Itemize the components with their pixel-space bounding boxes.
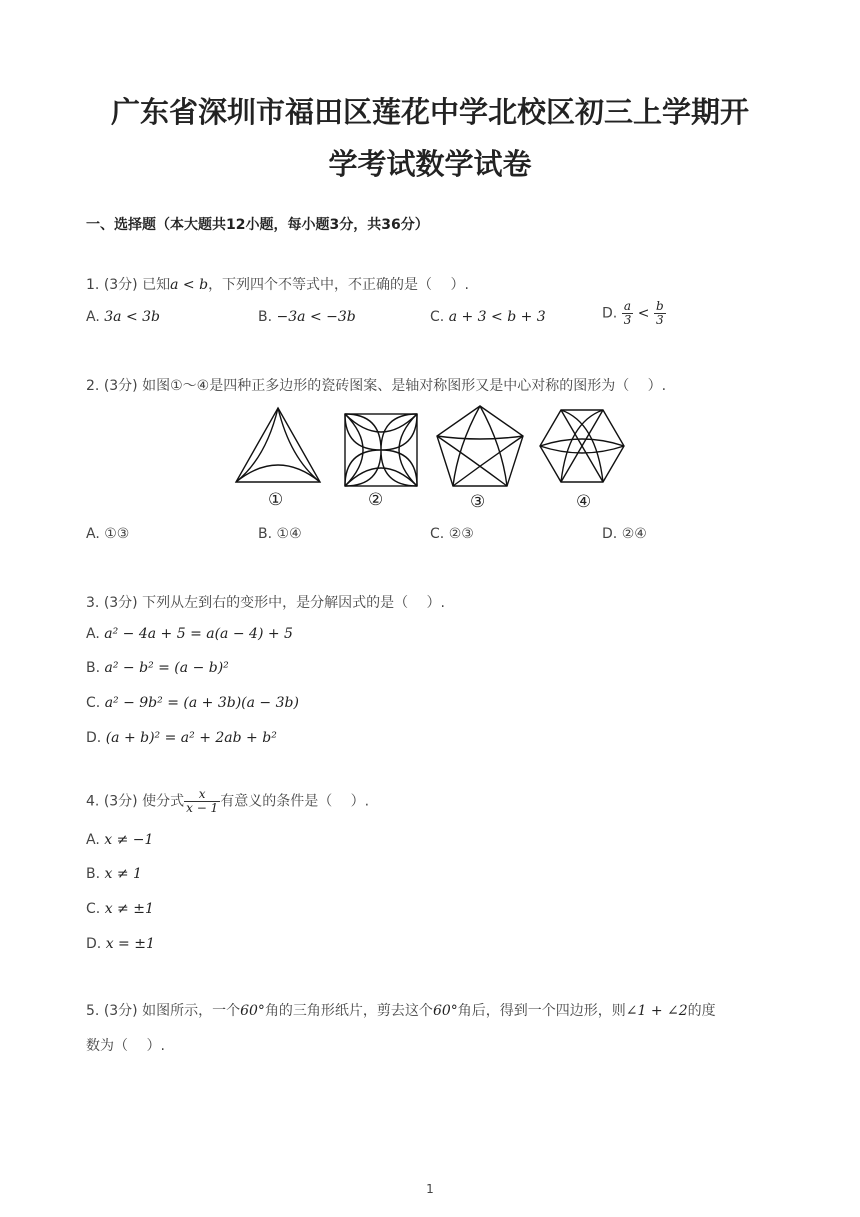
fraction-denominator: 3 xyxy=(655,313,664,327)
question-text: 已知 xyxy=(142,277,171,293)
option-d[interactable] xyxy=(86,730,277,746)
math-expression: 60° xyxy=(240,1003,265,1019)
fraction-denominator: 3 xyxy=(623,313,632,327)
question-2-stem xyxy=(86,375,666,395)
option-b[interactable] xyxy=(86,660,229,676)
option-text: a² − b² = (a − b)² xyxy=(104,660,229,676)
math-expression: ∠1 + ∠2 xyxy=(625,1003,688,1019)
question-text: 下列从左到右的变形中，是分解因式的是（ ）. xyxy=(142,595,446,611)
option-label: D. xyxy=(602,526,618,542)
question-score: (3分) xyxy=(103,793,138,810)
option-a[interactable] xyxy=(86,832,153,848)
fraction xyxy=(184,788,220,815)
option-text: a² − 4a + 5 = a(a − 4) + 5 xyxy=(104,626,293,642)
option-label: C. xyxy=(86,695,101,711)
question-text: 如图所示，一个 xyxy=(142,1003,241,1019)
question-5-stem-continued: 数为（ ）. xyxy=(86,1038,165,1054)
question-score: (3分) xyxy=(103,595,138,611)
option-label: D. xyxy=(86,730,102,746)
option-a[interactable] xyxy=(86,309,160,325)
fraction xyxy=(654,300,666,327)
option-text: a + 3 < b + 3 xyxy=(448,309,546,325)
figure-label-4: ④ xyxy=(576,492,592,512)
option-a[interactable] xyxy=(86,626,293,642)
relation-symbol: < xyxy=(637,305,650,322)
option-label: B. xyxy=(86,866,101,882)
option-d[interactable] xyxy=(86,936,155,952)
page-number: 1 xyxy=(426,1182,434,1196)
fraction-numerator: x xyxy=(184,788,220,802)
option-text: ②③ xyxy=(448,526,474,542)
question-number: 3. xyxy=(86,595,100,611)
question-1-stem xyxy=(86,274,469,294)
option-text: −3a < −3b xyxy=(276,309,356,325)
option-label: D. xyxy=(86,936,102,952)
option-b[interactable] xyxy=(86,866,142,882)
question-text: 的度 xyxy=(687,1003,716,1019)
question-number: 2. xyxy=(86,378,100,394)
figure-label-1: ① xyxy=(268,490,284,510)
option-text: ①③ xyxy=(104,526,130,542)
hexagon-tile-pattern xyxy=(540,410,624,482)
option-c[interactable] xyxy=(86,695,299,711)
option-label: C. xyxy=(430,309,445,325)
question-score: (3分) xyxy=(103,378,138,394)
question-score: (3分) xyxy=(103,277,138,293)
question-text: 有意义的条件是（ ）. xyxy=(220,793,370,810)
option-label: B. xyxy=(258,309,273,325)
option-a[interactable] xyxy=(86,526,129,542)
question-number: 1. xyxy=(86,277,100,293)
fraction-denominator: x − 1 xyxy=(186,801,219,815)
question-text: ，下列四个不等式中，不正确的是（ ）. xyxy=(208,277,469,293)
title-line-1: 广东省深圳市福田区莲花中学北校区初三上学期开 xyxy=(110,95,749,129)
option-label: A. xyxy=(86,626,100,642)
option-b[interactable] xyxy=(258,309,356,325)
question-score: (3分) xyxy=(103,1003,138,1019)
option-c[interactable] xyxy=(86,901,154,917)
option-label: B. xyxy=(86,660,101,676)
question-text: 如图①～④是四种正多边形的瓷砖图案、是轴对称图形又是中心对称的图形为（ ）. xyxy=(142,378,667,394)
option-text: x = ±1 xyxy=(105,936,155,952)
option-text: ②④ xyxy=(621,526,647,542)
question-text: 角的三角形纸片，剪去这个 xyxy=(264,1003,433,1019)
question-number: 4. xyxy=(86,793,100,810)
math-expression: a < b xyxy=(170,277,209,293)
option-label: A. xyxy=(86,526,100,542)
question-3-stem xyxy=(86,592,445,612)
option-label: C. xyxy=(86,901,101,917)
option-d[interactable] xyxy=(602,300,666,327)
option-d[interactable] xyxy=(602,526,647,542)
option-label: D. xyxy=(602,305,618,322)
figure-label-3: ③ xyxy=(470,492,486,512)
option-b[interactable] xyxy=(258,526,302,542)
question-5-stem xyxy=(86,1000,716,1020)
option-label: A. xyxy=(86,832,100,848)
figure-label-2: ② xyxy=(368,490,384,510)
option-c[interactable] xyxy=(430,526,474,542)
title-line-2: 学考试数学试卷 xyxy=(328,147,532,181)
option-label: B. xyxy=(258,526,273,542)
option-text: x ≠ 1 xyxy=(104,866,142,882)
question-number: 5. xyxy=(86,1003,100,1019)
fraction-numerator: b xyxy=(655,299,664,313)
option-text: 3a < 3b xyxy=(104,309,160,325)
option-text: a² − 9b² = (a + 3b)(a − 3b) xyxy=(104,695,299,711)
option-text: (a + b)² = a² + 2ab + b² xyxy=(105,730,277,746)
tile-patterns-figure xyxy=(230,402,630,494)
option-label: C. xyxy=(430,526,445,542)
option-text: x ≠ −1 xyxy=(104,832,154,848)
fraction xyxy=(622,300,634,327)
question-4-stem xyxy=(86,788,369,815)
pentagon-tile-pattern xyxy=(437,406,523,486)
fraction-numerator: a xyxy=(622,300,634,314)
square-tile-pattern xyxy=(345,414,417,486)
option-c[interactable] xyxy=(430,309,546,325)
math-expression: 60° xyxy=(432,1003,458,1019)
question-text: 使分式 xyxy=(142,793,185,810)
section-heading: 一、选择题（本大题共12小题，每小题3分，共36分） xyxy=(86,217,429,233)
option-label: A. xyxy=(86,309,100,325)
option-text: x ≠ ±1 xyxy=(104,901,154,917)
page-title xyxy=(60,86,800,190)
question-text: 角后，得到一个四边形，则 xyxy=(457,1003,626,1019)
triangle-tile-pattern xyxy=(236,408,320,482)
option-text: ①④ xyxy=(276,526,302,542)
